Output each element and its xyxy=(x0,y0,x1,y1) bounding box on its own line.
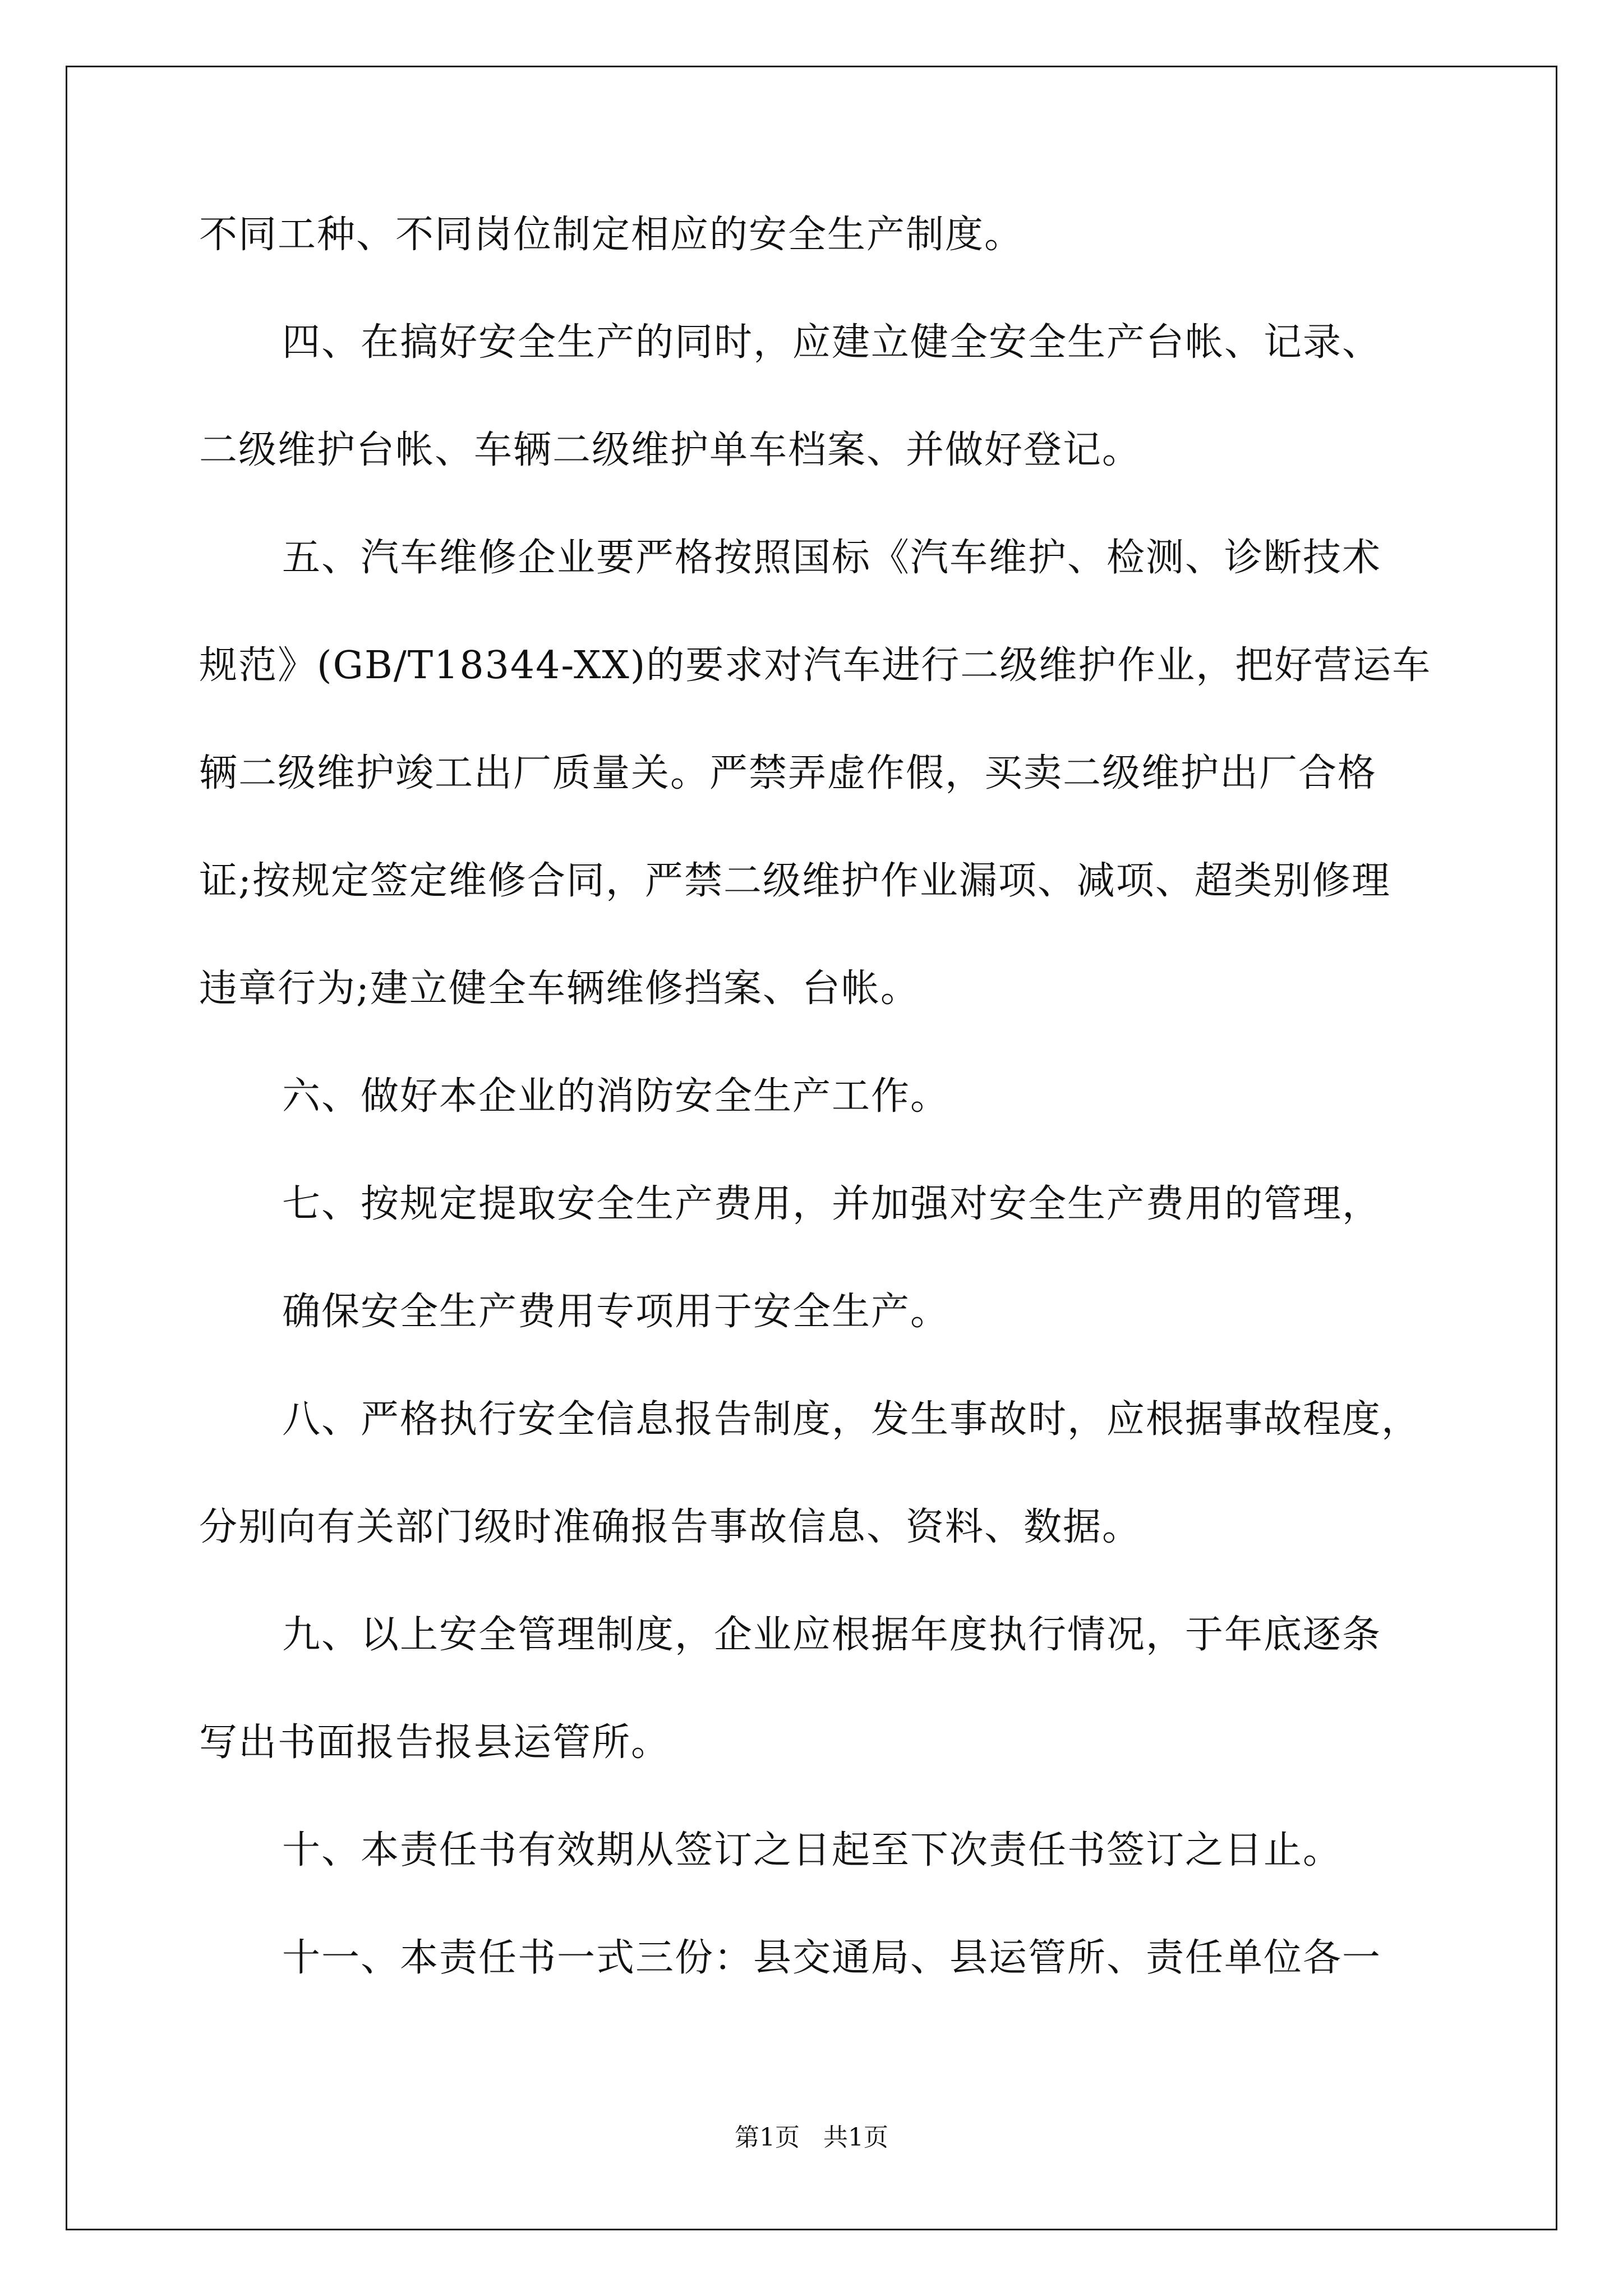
text-line: 分别向有关部门级时准确报告事故信息、资料、数据。 xyxy=(199,1505,1142,1549)
text-line: 六、做好本企业的消防安全生产工作。 xyxy=(282,1074,950,1119)
page-number-footer: 第1页 共1页 xyxy=(735,2123,888,2152)
text-line: 确保安全生产费用专项用于安全生产。 xyxy=(282,1290,950,1334)
text-line: 二级维护台帐、车辆二级维护单车档案、并做好登记。 xyxy=(199,428,1142,472)
text-line: 证;按规定签定维修合同，严禁二级维护作业漏项、减项、超类别修理 xyxy=(199,859,1391,903)
text-line: 辆二级维护竣工出厂质量关。严禁弄虚作假，买卖二级维护出厂合格 xyxy=(199,751,1377,795)
text-line: 十、本责任书有效期从签订之日起至下次责任书签订之日止。 xyxy=(282,1828,1343,1872)
text-line: 八、严格执行安全信息报告制度，发生事故时，应根据事故程度， xyxy=(282,1397,1421,1442)
text-line: 五、汽车维修企业要严格按照国标《汽车维护、检测、诊断技术 xyxy=(282,536,1382,580)
text-line: 规范》(GB/T18344-XX)的要求对汽车进行二级维护作业，把好营运车 xyxy=(199,643,1432,688)
text-line: 违章行为;建立健全车辆维修挡案、台帐。 xyxy=(199,967,920,1011)
text-line: 不同工种、不同岗位制定相应的安全生产制度。 xyxy=(199,213,1024,257)
page-border xyxy=(66,66,1557,2230)
text-line: 写出书面报告报县运管所。 xyxy=(199,1720,671,1765)
text-line: 七、按规定提取安全生产费用，并加强对安全生产费用的管理， xyxy=(282,1182,1382,1226)
text-line: 四、在搞好安全生产的同时，应建立健全安全生产台帐、记录、 xyxy=(282,320,1382,365)
text-line: 十一、本责任书一式三份：县交通局、县运管所、责任单位各一 xyxy=(282,1936,1382,1980)
text-line: 九、以上安全管理制度，企业应根据年度执行情况，于年底逐条 xyxy=(282,1613,1382,1657)
